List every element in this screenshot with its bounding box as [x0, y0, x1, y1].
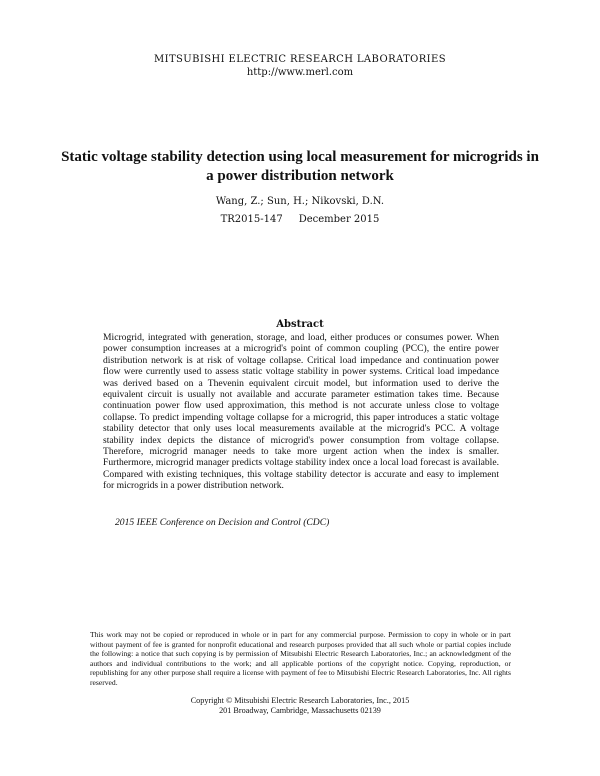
copyright-notice: This work may not be copied or reproduced in whole or in part for any commercial purpose. Permission to copy in whole or in part without payment of fee is granted for nonprofit educational and research purposes provided that all such whole or partial copies include the following: a notice that such copying is by permission of Mitsubishi Electric Research Laboratories, Inc.; an acknowledgment of the authors and individual contributions to the work; and all applicable portions of the copyright notice. Copying, reproduction, or republishing for any other purpose shall require a license with payment of fee to Mitsubishi Electric Research Laboratories, Inc. All rights reserved.	[90, 630, 511, 687]
conference-venue: 2015 IEEE Conference on Decision and Control (CDC)	[115, 517, 330, 528]
lab-address: 201 Broadway, Cambridge, Massachusetts 02139	[219, 706, 381, 715]
paper-title: Static voltage stability detection using local measurement for microgrids in a power distribution network	[61, 149, 539, 184]
paper-authors: Wang, Z.; Sun, H.; Nikovski, D.N.	[215, 196, 385, 207]
report-info	[0, 214, 600, 225]
report-number: TR2015-147	[220, 214, 283, 225]
copyright-line: Copyright © Mitsubishi Electric Research Laboratories, Inc., 2015	[190, 696, 410, 705]
lab-name: MITSUBISHI ELECTRIC RESEARCH LABORATORIES	[154, 54, 446, 65]
abstract-heading: Abstract	[276, 319, 324, 330]
report-date: December 2015	[298, 214, 380, 225]
lab-url-link[interactable]: http://www.merl.com	[246, 67, 354, 78]
abstract-text: Microgrid, integrated with generation, storage, and load, either produces or consumes power. When power consumption increases at a microgrid's point of common coupling (PCC), the entire power distribution network is at risk of voltage collapse. Critical load impedance and continuation power flow were currently used to assess static voltage stability in power systems. Critical load impedance was derived based on a Thevenin equivalent circuit model, but information used to derive the equivalent circuit is usually not available and accurate parameter estimation takes time. Because continuation power flow used approximation, this method is not accurate unless close to voltage collapse. To predict impending voltage collapse for a microgrid, this paper introduces a static voltage stability detector that only uses local measurements available at the microgrid's PCC. A voltage stability index depicts the distance of microgrid's power consumption from voltage collapse. Therefore, microgrid manager needs to take more urgent action when the index is smaller. Furthermore, microgrid manager predicts voltage stability index once a local load forecast is available. Compared with existing techniques, this voltage stability detector is accurate and easy to implement for microgrids in a power distribution network.	[103, 332, 499, 492]
